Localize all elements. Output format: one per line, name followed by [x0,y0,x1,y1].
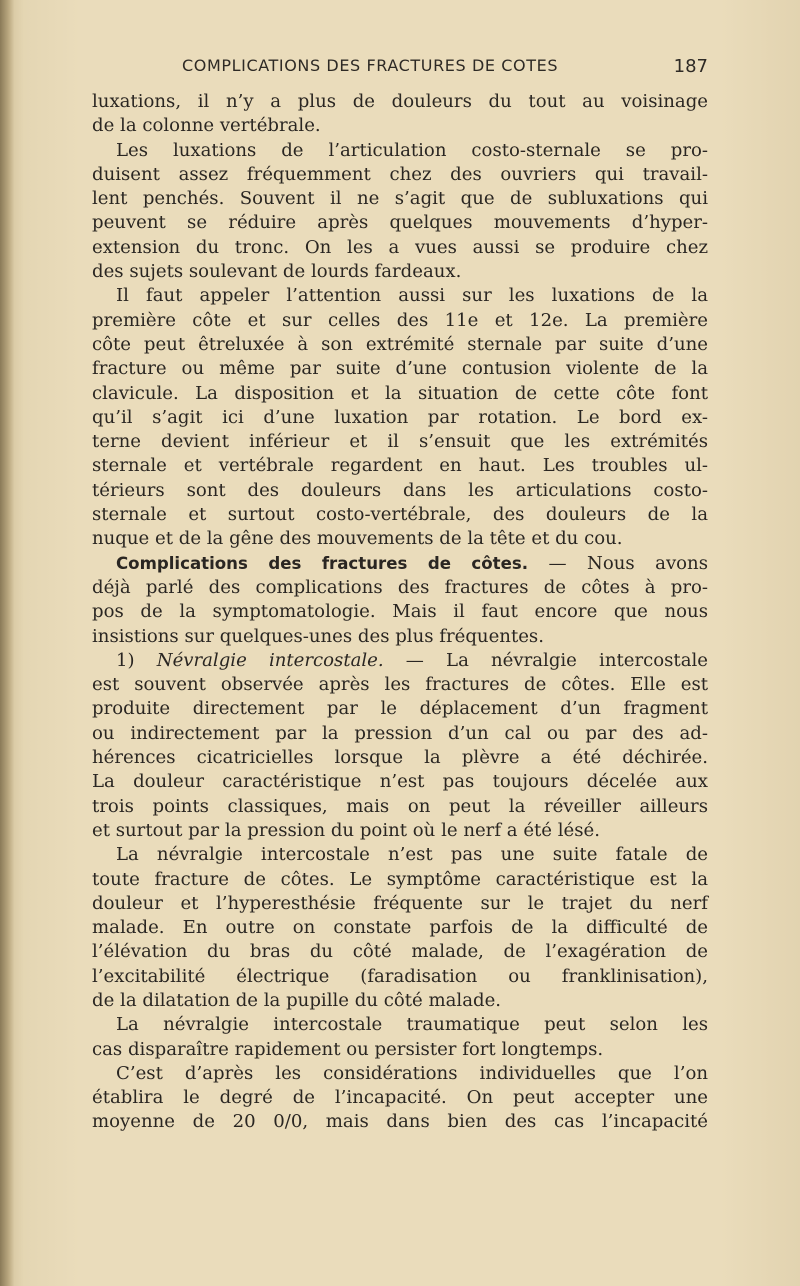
text-line: déjà parlé des complications des fractures de côtes à pro- [92,576,708,598]
text-line: sternale et surtout costo-vertébrale, des douleurs de la [92,504,708,526]
text-line: l’excitabilité électrique (faradisation ou franklinisation), [92,965,708,987]
text-line: de la dilatation de la pupille du côté malade. [92,989,502,1011]
text-line: douleur et l’hyperesthésie fréquente sur le trajet du nerf [92,892,708,914]
text-line: produite directement par le déplacement d’un fragment [92,698,708,720]
section-heading: Complications des fractures de côtes. [116,553,529,573]
section-heading-line [92,552,708,576]
page-header [92,56,708,82]
text-line: lent penchés. Souvent il ne s’agit que de subluxations qui [92,188,708,210]
section-heading-continuation: — Nous avons [528,552,708,574]
text-line: nuque et de la gêne des mouvements de la tête et du cou. [92,528,623,550]
text-line: côte peut êtreluxée à son extrémité sternale par suite d’une [92,333,708,355]
text-line: La névralgie intercostale n’est pas une suite fatale de [116,844,708,866]
text-line: sternale et vertébrale regardent en haut. Les troubles ul- [92,455,708,477]
subsection-continuation: — La névralgie intercostale [383,649,708,671]
text-line: insistions sur quelques-unes des plus fréquentes. [92,625,544,647]
text-line: première côte et sur celles des 11e et 12e. La première [92,309,708,331]
subsection-title: Névralgie intercostale. [156,649,384,671]
running-title: COMPLICATIONS DES FRACTURES DE COTES [182,56,559,75]
text-line: peuvent se réduire après quelques mouvements d’hyper- [92,212,708,234]
body-text [92,90,708,1135]
text-line: duisent assez fréquemment chez des ouvriers qui travail- [92,163,708,185]
text-line: La névralgie intercostale traumatique peut selon les [116,1014,708,1036]
text-line: est souvent observée après les fractures de côtes. Elle est [92,674,708,696]
page-number: 187 [673,56,708,77]
text-line: térieurs sont des douleurs dans les articulations costo- [92,479,708,501]
text-line: extension du tronc. On les a vues aussi se produire chez [92,236,708,258]
text-line: cas disparaître rapidement ou persister fort longtemps. [92,1038,604,1060]
text-line: des sujets soulevant de lourds fardeaux. [92,261,462,283]
text-line: l’élévation du bras du côté malade, de l’exagération de [92,941,708,963]
text-line: ou indirectement par la pression d’un cal ou par des ad- [92,722,708,744]
text-line: et surtout par la pression du point où le nerf a été lésé. [92,819,600,841]
text-line: terne devient inférieur et il s’ensuit que les extrémités [92,431,708,453]
subsection-heading-line [92,649,708,673]
text-line: Les luxations de l’articulation costo-sternale se pro- [116,139,708,161]
text-line: qu’il s’agit ici d’une luxation par rotation. Le bord ex- [92,406,708,428]
text-line: luxations, il n’y a plus de douleurs du tout au voisinage [92,91,708,112]
text-line: malade. En outre on constate parfois de la difficulté de [92,917,708,939]
text-line: moyenne de 20 0/0, mais dans bien des cas l’incapacité [92,1111,708,1133]
text-line: hérences cicatricielles lorsque la plèvre a été déchirée. [92,747,708,769]
book-spine-shadow [0,0,14,1286]
text-line: trois points classiques, mais on peut la réveiller ailleurs [92,795,708,817]
text-line: clavicule. La disposition et la situation de cette côte font [92,382,708,404]
subsection-number: 1) [116,649,157,671]
text-line: pos de la symptomatologie. Mais il faut encore que nous [92,601,708,623]
text-line: toute fracture de côtes. Le symptôme caractéristique est la [92,868,708,890]
text-line: C’est d’après les considérations individuelles que l’on [116,1062,708,1084]
text-line: Il faut appeler l’attention aussi sur les luxations de la [116,285,708,307]
text-line: de la colonne vertébrale. [92,115,321,137]
text-line: La douleur caractéristique n’est pas toujours décelée aux [92,771,708,793]
text-line: établira le degré de l’incapacité. On peut accepter une [92,1087,708,1109]
text-line: fracture ou même par suite d’une contusion violente de la [92,358,708,380]
